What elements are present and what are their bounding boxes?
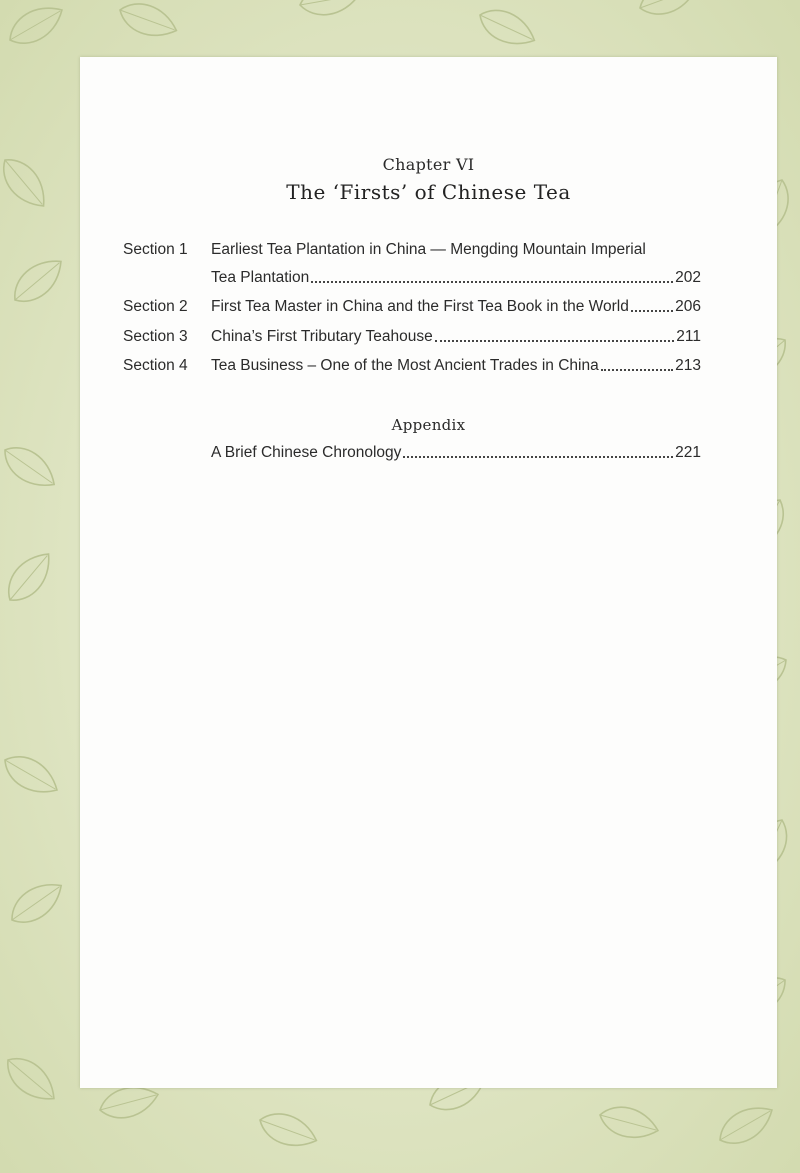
section-title-line: First Tea Master in China and the First Tea Book in the World 206 [211,296,701,318]
section-label: Section 4 [123,357,188,374]
toc-entry-section-3[interactable] [0,326,800,348]
toc-entry-appendix[interactable] [0,442,800,464]
dot-leader [311,267,673,283]
page-number: 206 [675,298,701,315]
toc-entry-section-1-cont[interactable] [0,267,800,289]
section-label: Section 3 [123,328,188,345]
page-sheet [80,57,777,1088]
page-number: 213 [675,357,701,374]
section-title-line: Earliest Tea Plantation in China — Mengding Mountain Imperial [211,241,646,258]
section-label: Section 2 [123,298,188,315]
section-title-line: China’s First Tributary Teahouse 211 [211,326,701,348]
appendix-heading: Appendix [391,416,466,434]
section-title-line: Tea Business – One of the Most Ancient Trades in China 213 [211,355,701,377]
chapter-number: Chapter VI [382,155,475,174]
dot-leader [601,355,673,371]
page-number: 211 [676,328,701,345]
page-number: 202 [675,269,701,286]
toc-entry-section-1[interactable] [0,239,800,261]
section-label: Section 1 [123,241,188,258]
dot-leader [435,326,675,342]
toc-entry-section-2[interactable] [0,296,800,318]
page-number: 221 [675,444,701,461]
toc-entry-section-4[interactable] [0,355,800,377]
chapter-title: The ‘Firsts’ of Chinese Tea [286,180,571,204]
section-title-line: Tea Plantation 202 [211,267,701,289]
dot-leader [631,296,673,312]
dot-leader [403,442,673,458]
appendix-title-line: A Brief Chinese Chronology 221 [211,442,701,464]
